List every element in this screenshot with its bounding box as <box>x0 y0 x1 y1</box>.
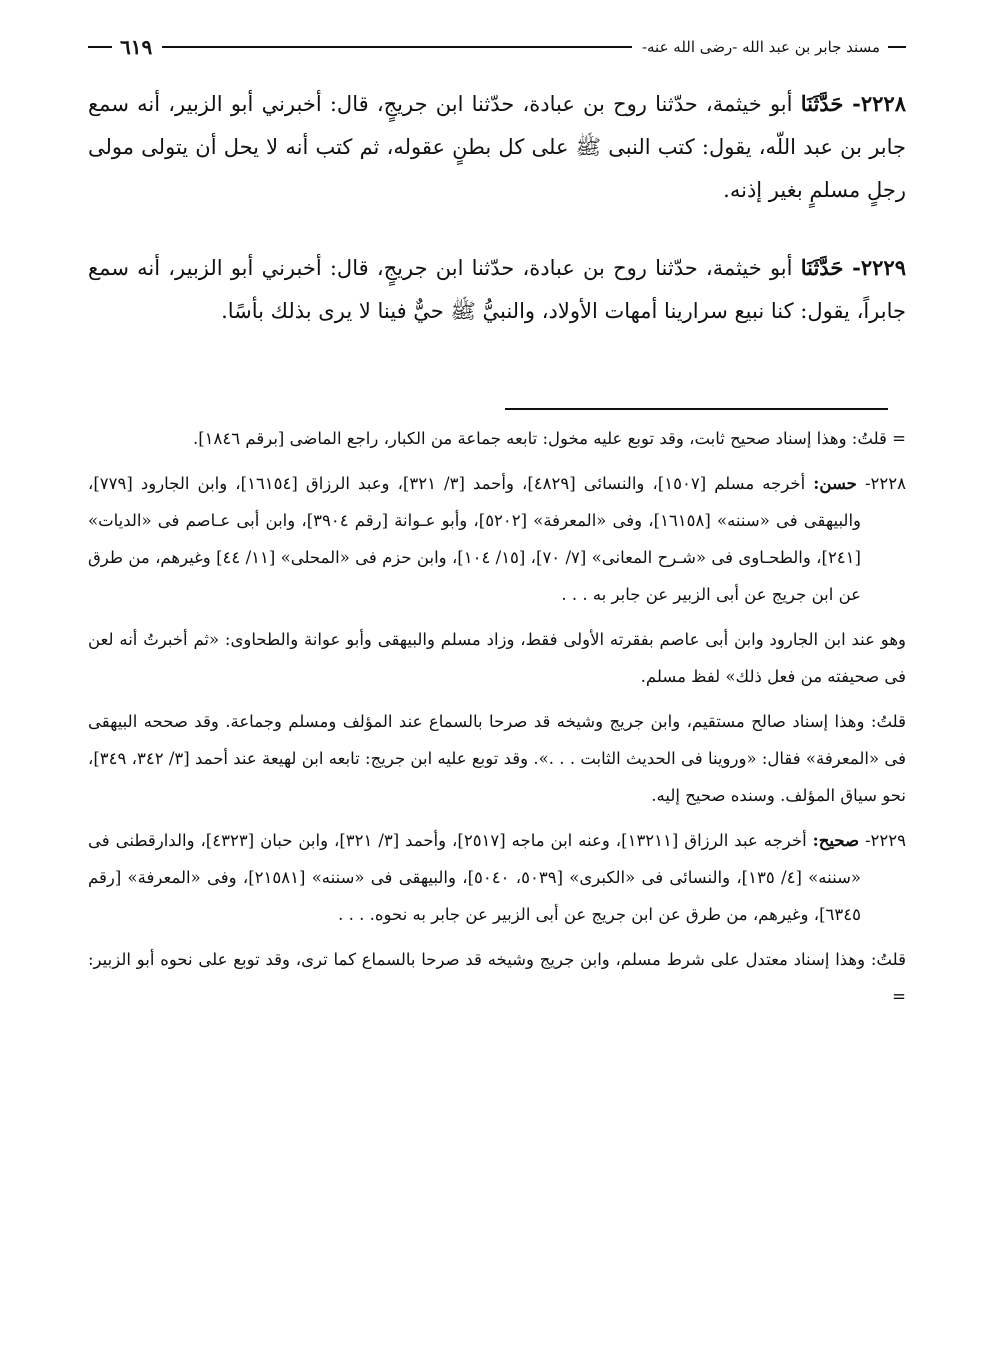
footnote-2228 <box>88 465 906 613</box>
footnote-2229-comment: قلتُ: وهذا إسناد معتدل على شرط مسلم، وابن جريج وشيخه قد صرحا بالسماع كما ترى، وقد توبع على نحوه أبو الزبير: = <box>88 950 906 1006</box>
footnote-text: أخرجه مسلم [١٥٠٧]، والنسائى [٤٨٢٩]، وأحمد [٣/ ٣٢١]، وعبد الرزاق [١٦١٥٤]، وابن الجارود [٧٧٩]، والبيهقى فى «سننه» [١٦١٥٨]، وفى «المعرفة» [٥٢٠٢]، وأبو عـوانة [رقم ٣٩٠٤]، وابن أبى عـاصم فى «الديات» [٢٤١]، والطحـاوى فى «شـرح المعانى» [٧/ ٧٠]، [١٥/ ١٠٤]، وابن حزم فى «المحلى» [١١/ ٤٤] وغيرهم، من طرق عن ابن جريج عن أبى الزبير عن جابر به . . . <box>88 474 862 604</box>
hadith-number: ٢٢٢٨ <box>860 91 906 116</box>
hadith-text: أبو خيثمة، حدّثنا روح بن عبادة، حدّثنا ابن جريجٍ، قال: أخبرني أبو الزبير، أنه سمع جابر بن عبد اللّه، يقول: كتب النبى ﷺ على كل بطنٍ عقوله، ثم كتب أنه لا يحل أن يتولى مولى رجلٍ مسلمٍ بغير إذنه. <box>88 92 906 202</box>
footnote-divider <box>505 408 888 410</box>
running-header <box>88 34 906 60</box>
hadith-2229 <box>88 246 906 333</box>
footnote-2228-comment: قلتُ: وهذا إسناد صالح مستقيم، وابن جريج وشيخه قد صرحا بالسماع عند المؤلف ومسلم وجماعة. وقد صححه البيهقى فى «المعرفة» فقال: «وروينا فى الحديث الثابت . . .». وقد توبع عليه ابن جريج: تابعه ابن لهيعة عند أحمد [٣/ ٣٤٢، ٣٤٩]، نحو سياق المؤلف. وسنده صحيح إليه. <box>88 712 906 805</box>
header-lead-dash <box>888 46 906 48</box>
footnote-text: أخرجه عبد الرزاق [١٣٢١١]، وعنه ابن ماجه [٢٥١٧]، وأحمد [٣/ ٣٢١]، وابن حبان [٤٣٢٣]، والدارقطنى فى «سننه» [٤/ ١٣٥]، والنسائى فى «الكبرى» [٥٠٣٩، ٥٠٤٠]، والبيهقى فى «سننه» [٢١٥٨١]، وفى «المعرفة» [رقم ٦٣٤٥]، وغيرهم، من طرق عن ابن جريج عن أبى الزبير عن جابر به نحوه. . . . <box>88 831 861 924</box>
footnote-continued: = قلتُ: وهذا إسناد صحيح ثابت، وقد توبع عليه مخول: تابعه جماعة من الكبار، راجع الماضى [برقم ١٨٤٦]. <box>192 429 906 448</box>
footnote-grade: صحيح: <box>812 831 860 850</box>
hadith-number: ٢٢٢٩ <box>860 255 906 280</box>
footnotes <box>88 420 906 1023</box>
page-number: ٦١٩ <box>120 35 153 59</box>
hadith-dash: - <box>843 91 861 116</box>
footnote-grade: حسن: <box>813 474 857 493</box>
footnote-2228-addition: وهو عند ابن الجارود وابن أبى عاصم بفقرته الأولى فقط، وزاد مسلم والبيهقى وأبو عوانة والطحاوى: «ثم أخبرتُ أنه لعن فى صحيفته من فعل ذلك» لفظ مسلم. <box>88 630 906 686</box>
header-rule <box>162 46 632 48</box>
hadith-2228 <box>88 82 906 212</box>
footnote-number: ٢٢٢٩- <box>864 831 906 850</box>
header-trail-dash <box>88 46 112 48</box>
hadith-lead-word: حَدَّثَنَا <box>800 91 844 116</box>
hadith-text: أبو خيثمة، حدّثنا روح بن عبادة، حدّثنا ابن جريجٍ، قال: أخبرني أبو الزبير، أنه سمع جابراً، يقول: كنا نبيع سرارينا أمهات الأولاد، والنبيُّ ﷺ حيٌّ فينا لا يرى بذلك بأسًا. <box>88 256 906 323</box>
hadith-lead-word: حَدَّثَنَا <box>800 255 844 280</box>
hadith-dash: - <box>843 255 861 280</box>
footnote-2229 <box>88 822 906 933</box>
footnote-number: ٢٢٢٨- <box>864 474 906 493</box>
header-title: مسند جابر بن عبد الله -رضى الله عنه- <box>641 38 880 56</box>
